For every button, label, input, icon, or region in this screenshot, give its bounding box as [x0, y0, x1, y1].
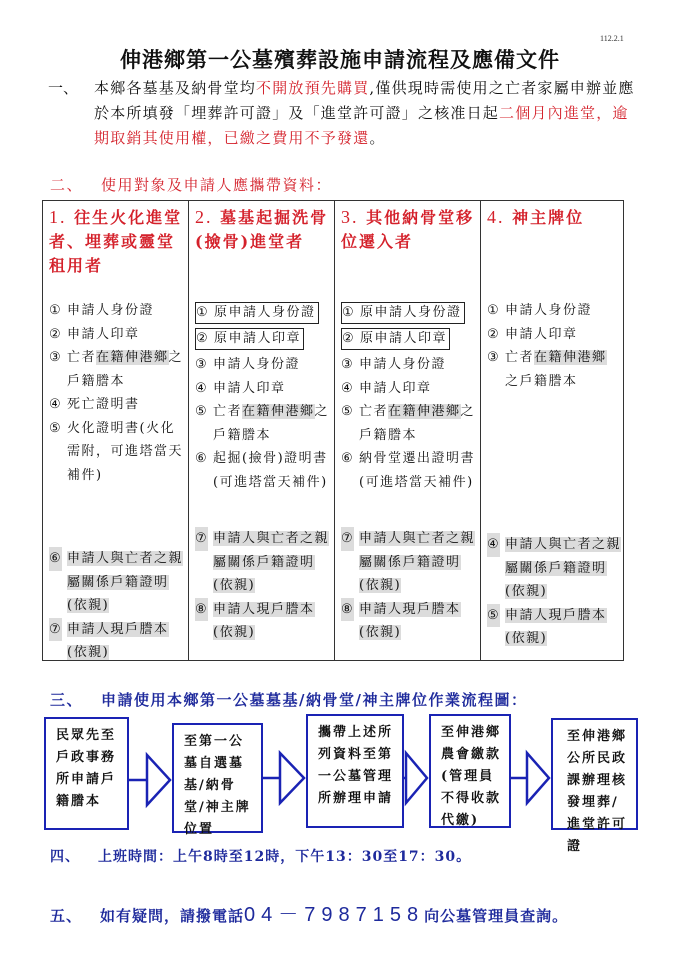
item-text: 申請人與亡者之親屬關係戶籍證明(依親): [359, 531, 476, 593]
list-item: [341, 527, 478, 598]
column-heading-text: 神主牌位: [512, 208, 585, 227]
list-item: [49, 547, 186, 618]
section-1-deadline: 二個月內進堂，逾期取銷其使用權，已繳之費用不予發還: [94, 104, 629, 147]
item-number: ③: [49, 350, 63, 365]
flow-step-4: 至伸港鄉農會繳款(管理員不得收款代繳): [429, 714, 511, 828]
list-item: [195, 353, 332, 377]
item-number: ①: [196, 305, 210, 320]
list-item: [195, 400, 332, 447]
column-heading-text: 往生火化進堂者、埋葬或靈堂租用者: [49, 208, 183, 275]
item-number: ③: [195, 357, 209, 372]
flow-arrow-1-icon: [129, 750, 172, 810]
item-number: ⑦: [341, 527, 354, 551]
item-text-pre: 亡者: [505, 350, 535, 365]
item-text-highlight: 在籍伸港鄉: [96, 350, 169, 365]
item-number: ⑤: [49, 420, 63, 436]
phone-number: 04－7987158: [244, 904, 425, 926]
item-text: 原申請人身份證: [214, 305, 316, 320]
column-number: 2.: [195, 207, 213, 227]
item-text-pre: 亡者: [213, 404, 243, 419]
item-text-post: 之戶籍謄本: [213, 404, 330, 443]
item-text-highlight: 在籍伸港鄉: [534, 350, 607, 365]
kinship-documents-list: [195, 527, 332, 645]
list-item: [341, 598, 478, 645]
section-1-text-b: ,僅供現時需使用之亡者家屬申辦並應於本所填發「埋葬許可證」及「進堂許可證」之核准日起: [94, 79, 635, 122]
column-heading: [487, 205, 619, 230]
column-heading-text: 墓基起掘洗骨(撿骨)進堂者: [195, 208, 329, 251]
list-item: [487, 533, 621, 604]
section-1-warning: 不開放預先購買: [256, 79, 370, 97]
list-item: [341, 301, 478, 327]
list-item: [487, 346, 621, 393]
boxed-item: [341, 302, 465, 324]
flow-arrow-3-icon: [404, 748, 429, 808]
list-item: [341, 377, 478, 401]
item-number: ①: [487, 303, 501, 318]
table-column-2: [188, 201, 334, 660]
item-number: ②: [196, 331, 210, 346]
item-text: 死亡證明書: [67, 397, 140, 412]
item-number: ②: [49, 326, 63, 342]
item-number: ④: [341, 380, 355, 396]
item-text: 起掘(撿骨)證明書(可進塔當天補件): [213, 451, 328, 490]
item-text-post: 之戶籍謄本: [505, 373, 578, 389]
item-number: ③: [341, 357, 355, 372]
column-heading: [49, 205, 184, 278]
list-item: [195, 527, 332, 598]
column-number: 1.: [49, 207, 67, 227]
item-text: 申請人身份證: [505, 303, 593, 318]
required-documents-list: [49, 299, 186, 487]
item-text-pre: 亡者: [67, 350, 97, 365]
flow-arrow-4-icon: [511, 748, 551, 808]
item-text: 申請人現戶謄本(依親): [359, 601, 461, 640]
item-text: 原申請人印章: [360, 331, 448, 346]
requirements-table: [42, 200, 624, 661]
list-item: [487, 604, 621, 651]
section-2-label: 使用對象及申請人應攜帶資料：: [101, 176, 333, 194]
section-1-body: [94, 76, 638, 151]
flow-step-1: 民眾先至戶政事務所申請戶籍謄本: [44, 717, 129, 830]
column-heading: [341, 205, 476, 254]
section-5-text-b: 向公墓管理員查詢。: [424, 907, 569, 925]
list-item: [49, 346, 186, 393]
item-text: 原申請人身份證: [360, 305, 462, 320]
item-number: ②: [487, 326, 501, 342]
item-text: 申請人身份證: [213, 357, 301, 372]
item-text: 申請人現戶謄本(依親): [67, 621, 169, 660]
column-number: 4.: [487, 207, 505, 227]
item-number: ⑤: [341, 404, 355, 419]
boxed-item: [195, 328, 304, 350]
list-item: [487, 323, 621, 347]
column-number: 3.: [341, 207, 359, 227]
list-item: [195, 377, 332, 401]
list-item: [195, 327, 332, 353]
item-text: 申請人印章: [213, 380, 286, 396]
list-item: [195, 301, 332, 327]
item-number: ④: [195, 380, 209, 396]
kinship-documents-list: [49, 547, 186, 665]
list-item: [195, 447, 332, 494]
item-text-highlight: 在籍伸港鄉: [242, 404, 315, 419]
item-text: 申請人與亡者之親屬關係戶籍證明(依親): [67, 551, 184, 613]
list-item: [49, 299, 186, 323]
kinship-documents-list: [341, 527, 478, 645]
item-text: 原申請人印章: [214, 331, 302, 346]
required-documents-list: [195, 301, 332, 494]
item-text-post: 之戶籍謄本: [359, 404, 476, 443]
section-1-end: 。: [369, 129, 386, 147]
list-item: [49, 417, 186, 488]
item-number: ④: [49, 397, 63, 412]
item-number: ⑥: [341, 451, 355, 466]
item-number: ⑧: [195, 598, 208, 622]
boxed-item: [341, 328, 450, 350]
section-1-number: 一、: [48, 79, 79, 97]
boxed-item: [195, 302, 319, 324]
item-number: ⑦: [195, 527, 208, 551]
flow-arrow-2-icon: [263, 748, 306, 808]
item-text-highlight: 在籍伸港鄉: [388, 404, 461, 419]
item-number: ⑥: [49, 547, 62, 571]
section-5: [50, 898, 568, 927]
item-text-post: 之戶籍謄本: [67, 350, 184, 389]
page-title: 伸港鄉第一公墓殯葬設施申請流程及應備文件: [120, 47, 560, 72]
item-number: ②: [342, 331, 356, 346]
flow-step-5: 至伸港鄉公所民政課辦理核發埋葬/進堂許可證: [551, 718, 638, 830]
item-number: ④: [487, 533, 500, 557]
item-number: ③: [487, 350, 501, 365]
table-column-4: [480, 201, 623, 660]
item-text: 申請人印章: [67, 326, 140, 342]
required-documents-list: [341, 301, 478, 494]
section-2-heading: [50, 174, 332, 195]
list-item: [487, 299, 621, 323]
item-text: 申請人與亡者之親屬關係戶籍證明(依親): [505, 537, 622, 599]
section-5-number: 五、: [50, 907, 83, 925]
item-text: 納骨堂遷出證明書(可進塔當天補件): [359, 451, 476, 490]
section-1-text-a: 本鄉各墓基及納骨堂均: [94, 79, 257, 97]
list-item: [341, 353, 478, 377]
column-heading-text: 其他納骨堂移位遷入者: [341, 208, 475, 251]
item-text: 申請人與亡者之親屬關係戶籍證明(依親): [213, 531, 330, 593]
item-text: 申請人身份證: [67, 303, 155, 318]
item-number: ⑤: [487, 604, 500, 628]
section-3-label: 申請使用本鄉第一公墓墓基/納骨堂/神主牌位作業流程圖：: [101, 691, 528, 709]
table-column-1: [43, 201, 188, 660]
item-text: 申請人印章: [359, 380, 432, 396]
office-hours: 上班時間：上午8時至12時，下午13：30至17：30。: [98, 849, 472, 865]
section-4: [50, 846, 471, 866]
item-number: ①: [49, 303, 63, 318]
column-heading: [195, 205, 330, 254]
section-5-text-a: 如有疑問，請撥電話: [100, 907, 245, 925]
item-number: ⑧: [341, 598, 354, 622]
list-item: [49, 393, 186, 417]
item-number: ⑥: [195, 451, 209, 466]
flow-step-3: 攜帶上述所列資料至第一公墓管理所辦理申請: [306, 714, 404, 828]
kinship-documents-list: [487, 533, 621, 651]
section-3-heading: [50, 689, 527, 710]
item-text: 申請人身份證: [359, 357, 447, 372]
list-item: [341, 447, 478, 494]
item-number: ①: [342, 305, 356, 320]
item-text: 申請人印章: [505, 326, 578, 342]
section-4-number: 四、: [50, 849, 80, 865]
document-number: 112.2.1: [600, 34, 624, 43]
list-item: [195, 598, 332, 645]
item-text: 火化證明書(火化需附，可進塔當天補件): [67, 420, 184, 483]
item-number: ⑦: [49, 618, 62, 642]
list-item: [341, 327, 478, 353]
section-1: [48, 76, 638, 151]
flow-step-2: 至第一公墓自選墓基/納骨堂/神主牌位置: [172, 723, 263, 833]
table-column-3: [334, 201, 480, 660]
section-3-number: 三、: [50, 691, 84, 709]
section-2-number: 二、: [50, 176, 84, 194]
item-text: 申請人現戶謄本(依親): [213, 601, 315, 640]
required-documents-list: [487, 299, 621, 393]
list-item: [49, 323, 186, 347]
item-number: ⑤: [195, 404, 209, 419]
list-item: [49, 618, 186, 665]
item-text-pre: 亡者: [359, 404, 389, 419]
list-item: [341, 400, 478, 447]
item-text: 申請人現戶謄本(依親): [505, 607, 607, 646]
